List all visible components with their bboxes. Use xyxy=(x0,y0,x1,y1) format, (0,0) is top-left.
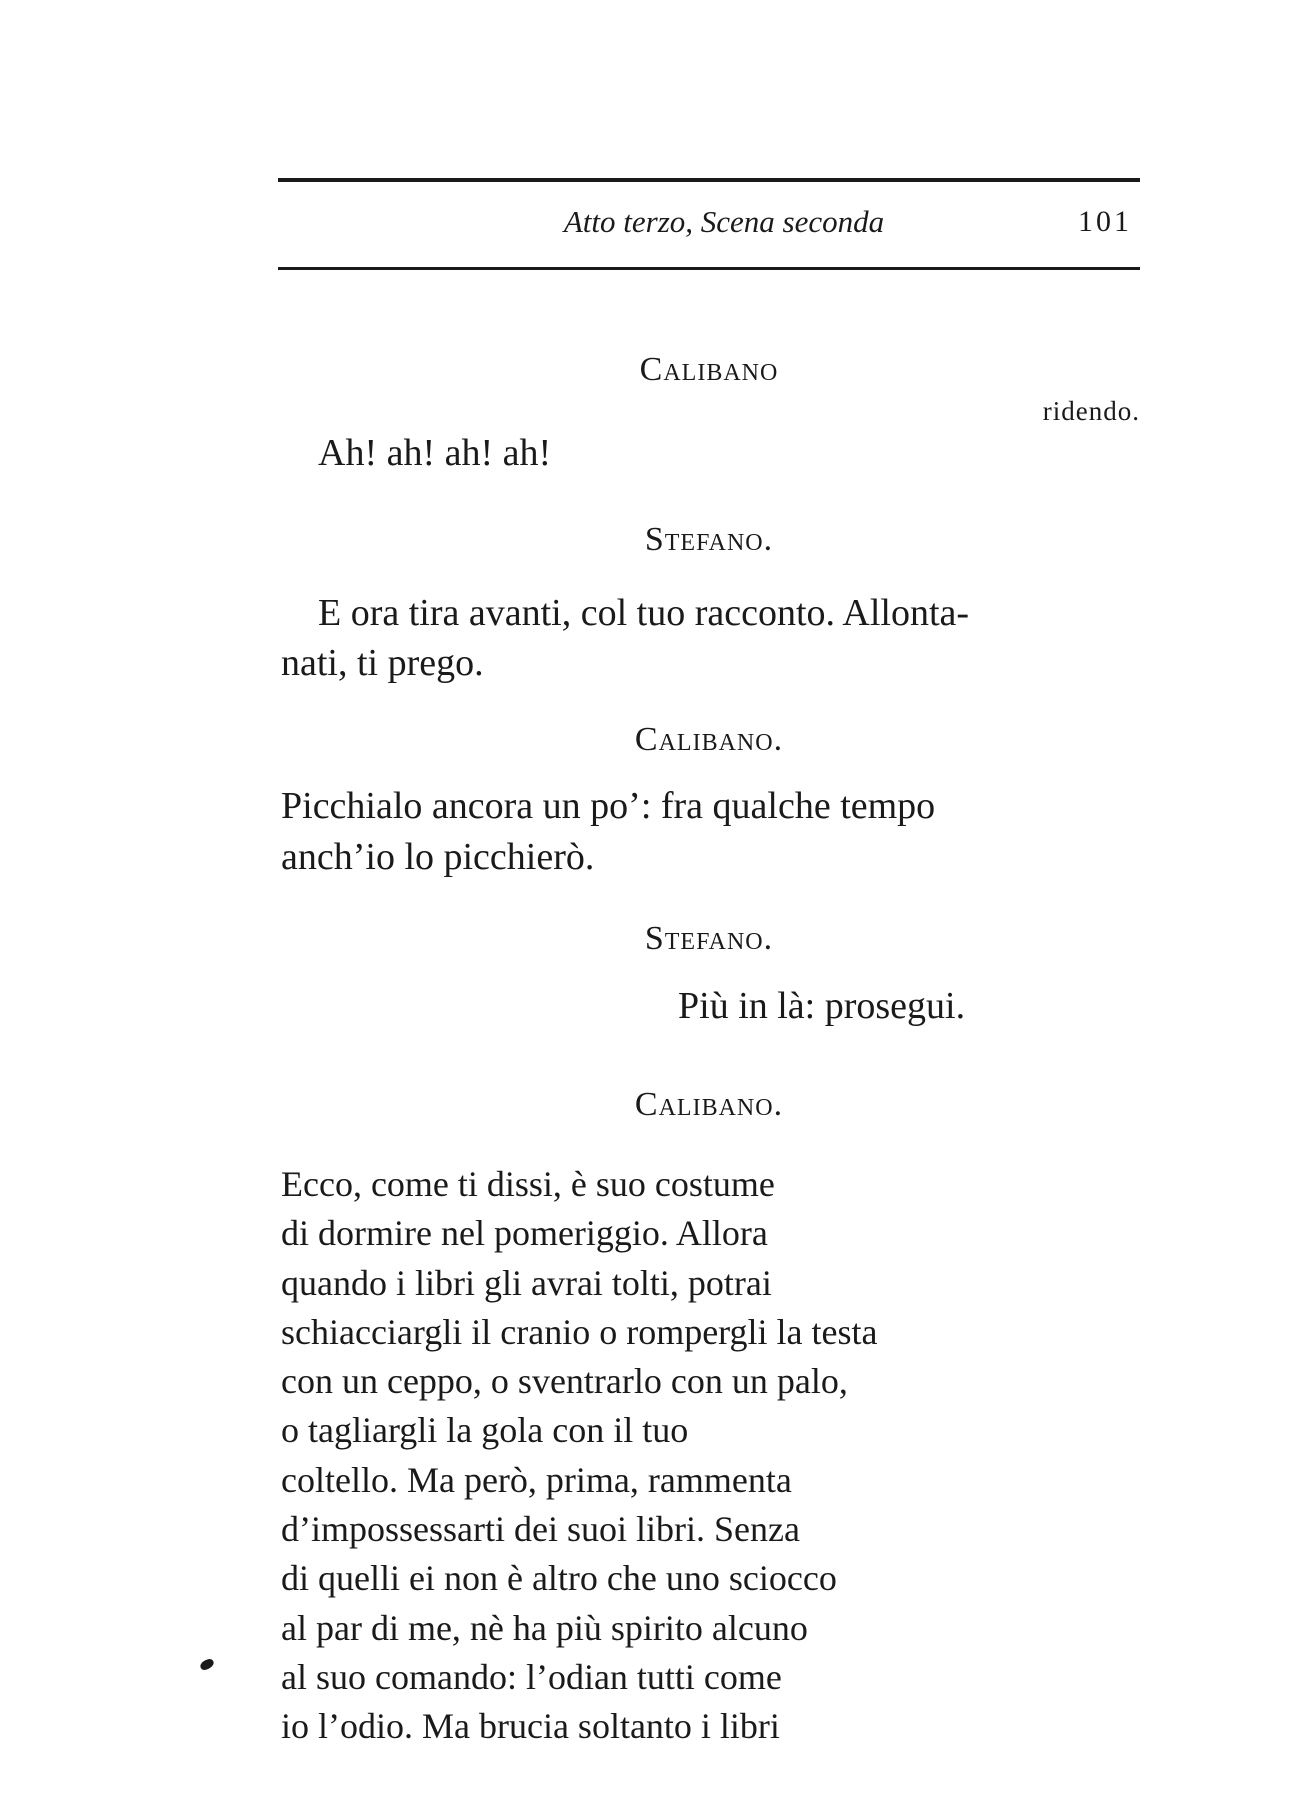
running-head xyxy=(278,200,1140,244)
running-title: Atto terzo, Scena seconda xyxy=(563,204,885,239)
speech-line: Picchialo ancora un po’: fra qualche tempo xyxy=(281,785,936,827)
verse-line: di quelli ei non è altro che uno sciocco xyxy=(281,1558,837,1599)
verse-block xyxy=(281,1160,877,1752)
speaker-name: Stefano. xyxy=(644,920,774,957)
verse-line: di dormire nel pomeriggio. Allora xyxy=(281,1213,768,1254)
verse-line: al suo comando: l’odian tutti come xyxy=(281,1656,782,1697)
speaker-name: Calibano xyxy=(639,351,779,388)
speaker-name: Calibano. xyxy=(634,1086,784,1123)
verse-line: quando i libri gli avrai tolti, potrai xyxy=(281,1262,772,1303)
verse-line: con un ceppo, o sventrarlo con un palo, xyxy=(281,1361,848,1402)
speech-line: Più in là: prosegui. xyxy=(678,985,966,1027)
speech-line: Ah! ah! ah! ah! xyxy=(318,432,552,474)
page-number: 101 xyxy=(1078,205,1132,238)
verse-line: o tagliargli la gola con il tuo xyxy=(281,1410,689,1451)
verse-line: al par di me, nè ha più spirito alcuno xyxy=(281,1607,808,1648)
speaker-name: Calibano. xyxy=(634,721,784,758)
ink-mark xyxy=(199,1657,215,1671)
speech-line: anch’io lo picchierò. xyxy=(281,836,595,878)
verse-line: d’impossessarti dei suoi libri. Senza xyxy=(281,1509,800,1550)
verse-line: Ecco, come ti dissi, è suo costume xyxy=(281,1164,775,1204)
stage-direction: ridendo. xyxy=(1042,396,1140,426)
header-bottom-rule xyxy=(278,267,1140,270)
verse-line: coltello. Ma però, prima, rammenta xyxy=(281,1459,792,1500)
speaker-name: Stefano. xyxy=(644,521,774,558)
verse-line: schiacciargli il cranio o rompergli la testa xyxy=(281,1311,878,1352)
speech-line: E ora tira avanti, col tuo racconto. Allonta- xyxy=(318,592,970,634)
speech-line: nati, ti prego. xyxy=(281,642,484,684)
verse-line: io l’odio. Ma brucia soltanto i libri xyxy=(281,1706,780,1747)
header-top-rule xyxy=(278,178,1140,182)
